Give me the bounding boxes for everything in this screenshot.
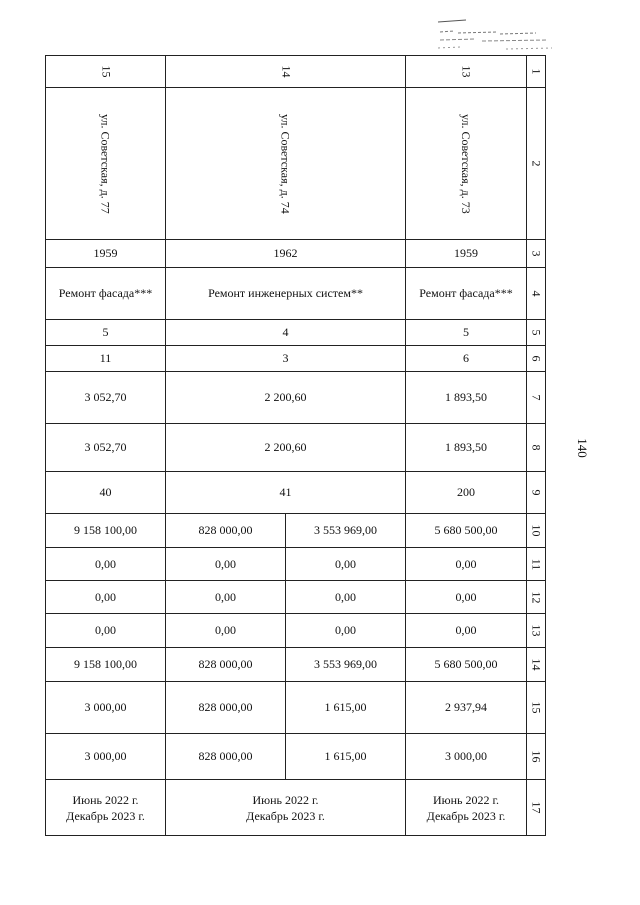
cell: 4 bbox=[166, 320, 406, 346]
table-row bbox=[46, 268, 546, 320]
row-number: 8 bbox=[527, 424, 546, 472]
cell: 0,00 bbox=[46, 548, 166, 581]
table-row bbox=[46, 240, 546, 268]
cell: 0,00 bbox=[406, 614, 527, 648]
cell: Ремонт фасада*** bbox=[46, 268, 166, 320]
cell: 2 937,94 bbox=[406, 682, 527, 734]
cell: 5 bbox=[46, 320, 166, 346]
table-row bbox=[46, 514, 546, 548]
page-number: 140 bbox=[574, 438, 590, 458]
row-number: 7 bbox=[527, 372, 546, 424]
table-row bbox=[46, 372, 546, 424]
cell: 828 000,00 bbox=[166, 648, 286, 682]
address-cell: ул. Советская, д. 73 bbox=[406, 88, 527, 240]
cell: 40 bbox=[46, 472, 166, 514]
table-row bbox=[46, 320, 546, 346]
table-row bbox=[46, 346, 546, 372]
cell: 1962 bbox=[166, 240, 406, 268]
cell: 9 158 100,00 bbox=[46, 648, 166, 682]
cell: 828 000,00 bbox=[166, 514, 286, 548]
row-number: 17 bbox=[527, 780, 546, 836]
cell: 3 052,70 bbox=[46, 372, 166, 424]
cell: 3 000,00 bbox=[406, 734, 527, 780]
cell: Ремонт фасада*** bbox=[406, 268, 527, 320]
cell: 1 893,50 bbox=[406, 372, 527, 424]
cell: 3 000,00 bbox=[46, 682, 166, 734]
cell: 1959 bbox=[46, 240, 166, 268]
row-number: 11 bbox=[527, 548, 546, 581]
cell: 0,00 bbox=[406, 548, 527, 581]
row-number: 12 bbox=[527, 581, 546, 614]
row-number: 15 bbox=[527, 682, 546, 734]
cell: 828 000,00 bbox=[166, 734, 286, 780]
cell: 5 680 500,00 bbox=[406, 514, 527, 548]
stamp-mark bbox=[436, 18, 554, 56]
repair-table bbox=[45, 55, 546, 836]
cell: 15 bbox=[46, 56, 166, 88]
period-cell: Июнь 2022 г. Декабрь 2023 г. bbox=[46, 780, 166, 836]
cell: 13 bbox=[406, 56, 527, 88]
address-cell: ул. Советская, д. 77 bbox=[46, 88, 166, 240]
table-row bbox=[46, 56, 546, 88]
row-number: 16 bbox=[527, 734, 546, 780]
cell: 41 bbox=[166, 472, 406, 514]
cell: 0,00 bbox=[286, 581, 406, 614]
table-row bbox=[46, 682, 546, 734]
row-number: 10 bbox=[527, 514, 546, 548]
cell: 0,00 bbox=[406, 581, 527, 614]
cell: 2 200,60 bbox=[166, 424, 406, 472]
cell: 0,00 bbox=[166, 581, 286, 614]
table-row bbox=[46, 734, 546, 780]
cell: 200 bbox=[406, 472, 527, 514]
cell: 0,00 bbox=[46, 581, 166, 614]
period-cell: Июнь 2022 г. Декабрь 2023 г. bbox=[406, 780, 527, 836]
row-number: 3 bbox=[527, 240, 546, 268]
cell: 0,00 bbox=[286, 614, 406, 648]
cell: 11 bbox=[46, 346, 166, 372]
table-row bbox=[46, 581, 546, 614]
cell: 1 893,50 bbox=[406, 424, 527, 472]
row-number: 13 bbox=[527, 614, 546, 648]
cell: 2 200,60 bbox=[166, 372, 406, 424]
table-row bbox=[46, 472, 546, 514]
cell: 0,00 bbox=[46, 614, 166, 648]
table-row bbox=[46, 614, 546, 648]
row-number: 2 bbox=[527, 88, 546, 240]
row-number: 1 bbox=[527, 56, 546, 88]
row-number: 14 bbox=[527, 648, 546, 682]
table-row bbox=[46, 548, 546, 581]
row-number: 6 bbox=[527, 346, 546, 372]
cell: 0,00 bbox=[286, 548, 406, 581]
row-number: 9 bbox=[527, 472, 546, 514]
cell: 3 052,70 bbox=[46, 424, 166, 472]
cell: 0,00 bbox=[166, 548, 286, 581]
cell: 828 000,00 bbox=[166, 682, 286, 734]
cell: 3 bbox=[166, 346, 406, 372]
cell: 5 680 500,00 bbox=[406, 648, 527, 682]
cell: 3 000,00 bbox=[46, 734, 166, 780]
cell: 5 bbox=[406, 320, 527, 346]
cell: 3 553 969,00 bbox=[286, 648, 406, 682]
address-cell: ул. Советская, д. 74 bbox=[166, 88, 406, 240]
cell: 1 615,00 bbox=[286, 734, 406, 780]
cell: 1 615,00 bbox=[286, 682, 406, 734]
cell: 3 553 969,00 bbox=[286, 514, 406, 548]
cell: 9 158 100,00 bbox=[46, 514, 166, 548]
cell: 14 bbox=[166, 56, 406, 88]
table-row bbox=[46, 424, 546, 472]
cell: Ремонт инженерных систем** bbox=[166, 268, 406, 320]
period-cell: Июнь 2022 г. Декабрь 2023 г. bbox=[166, 780, 406, 836]
row-number: 4 bbox=[527, 268, 546, 320]
cell: 1959 bbox=[406, 240, 527, 268]
table-row bbox=[46, 88, 546, 240]
cell: 0,00 bbox=[166, 614, 286, 648]
table-row bbox=[46, 648, 546, 682]
cell: 6 bbox=[406, 346, 527, 372]
table-row bbox=[46, 780, 546, 836]
row-number: 5 bbox=[527, 320, 546, 346]
